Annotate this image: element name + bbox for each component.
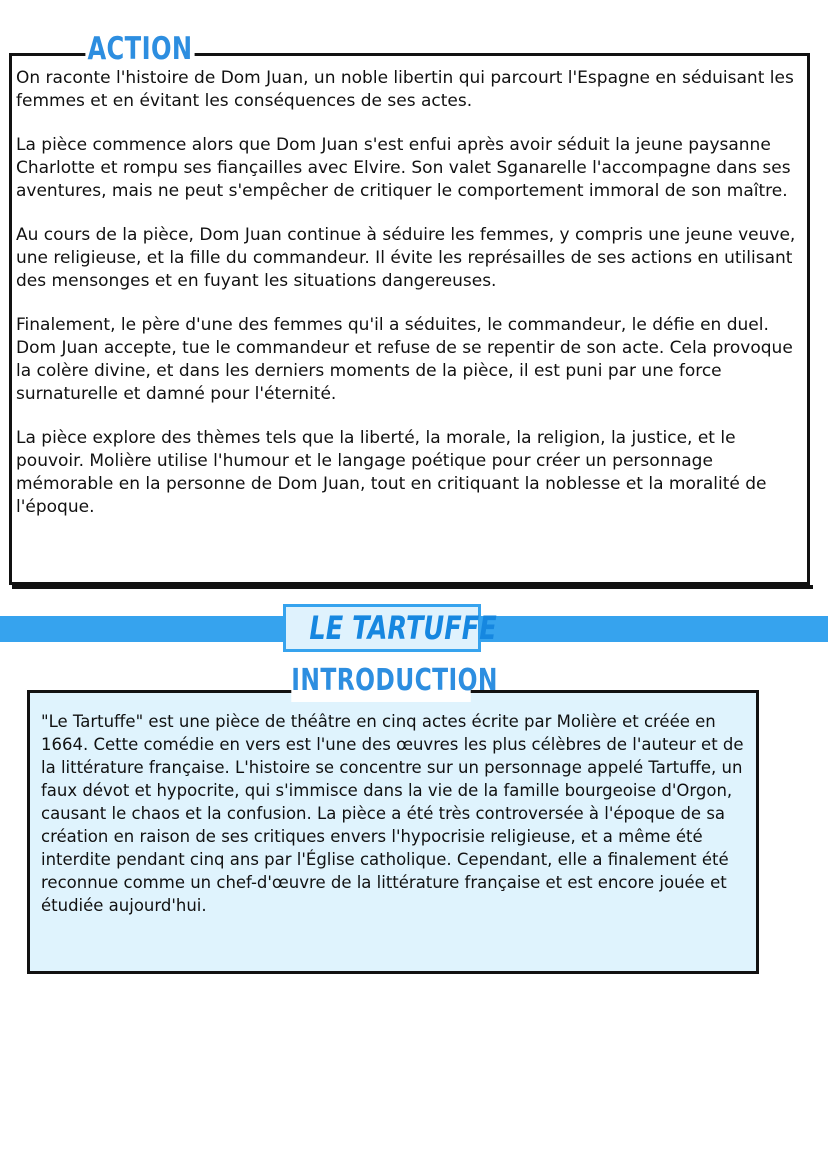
introduction-box <box>27 690 759 974</box>
action-paragraph-1: On raconte l'histoire de Dom Juan, un noble libertin qui parcourt l'Espagne en séduisant les femmes et en évitant les conséquences de ses actes. <box>16 68 794 111</box>
action-paragraph-3: Au cours de la pièce, Dom Juan continue à séduire les femmes, y compris une jeune veuve, une religieuse, et la fille du commandeur. Il évite les représailles de ses actions en utilisant des mensonges et en fuyant les situations dangereuses. <box>16 225 796 291</box>
action-paragraph-2: La pièce commence alors que Dom Juan s'est enfui après avoir séduit la jeune paysanne Charlotte et rompu ses fiançailles avec Elvire. Son valet Sganarelle l'accompagne dans ses aventures, mais ne peut s'empêcher de critiquer le comportement immoral de son maître. <box>16 135 791 201</box>
tartuffe-heading-text: LE TARTUFFE <box>309 609 497 647</box>
introduction-paragraph-1: "Le Tartuffe" est une pièce de théâtre en cinq actes écrite par Molière et créée en 1664. Cette comédie en vers est l'une des œuvres les plus célèbres de l'auteur et de la littérature française. L'histoire se concentre sur un personnage appelé Tartuffe, un faux dévot et hypocrite, qui s'immisce dans la vie de la famille bourgeoise d'Orgon, causant le chaos et la confusion. La pièce a été très controversée à l'époque de sa création en raison de ses critiques envers l'hypocrisie religieuse, et a même été interdite pendant cinq ans par l'Église catholique. Cependant, elle a finalement été reconnue comme un chef-d'œuvre de la littérature française et est encore jouée et étudiée aujourd'hui. <box>41 712 744 915</box>
action-box <box>9 53 810 585</box>
introduction-heading: INTRODUCTION <box>291 660 470 702</box>
action-heading: ACTION <box>85 30 194 68</box>
tartuffe-heading <box>283 604 497 652</box>
action-paragraph-5: La pièce explore des thèmes tels que la liberté, la morale, la religion, la justice, et le pouvoir. Molière utilise l'humour et le langage poétique pour créer un personnage mémorable en la personne de Dom Juan, tout en critiquant la noblesse et la moralité de l'époque. <box>16 428 767 517</box>
action-paragraph-4: Finalement, le père d'une des femmes qu'il a séduites, le commandeur, le défie en duel. Dom Juan accepte, tue le commandeur et refuse de se repentir de son acte. Cela provoque la colère divine, et dans les derniers moments de la pièce, il est puni par une force surnaturelle et damné pour l'éternité. <box>16 315 793 404</box>
